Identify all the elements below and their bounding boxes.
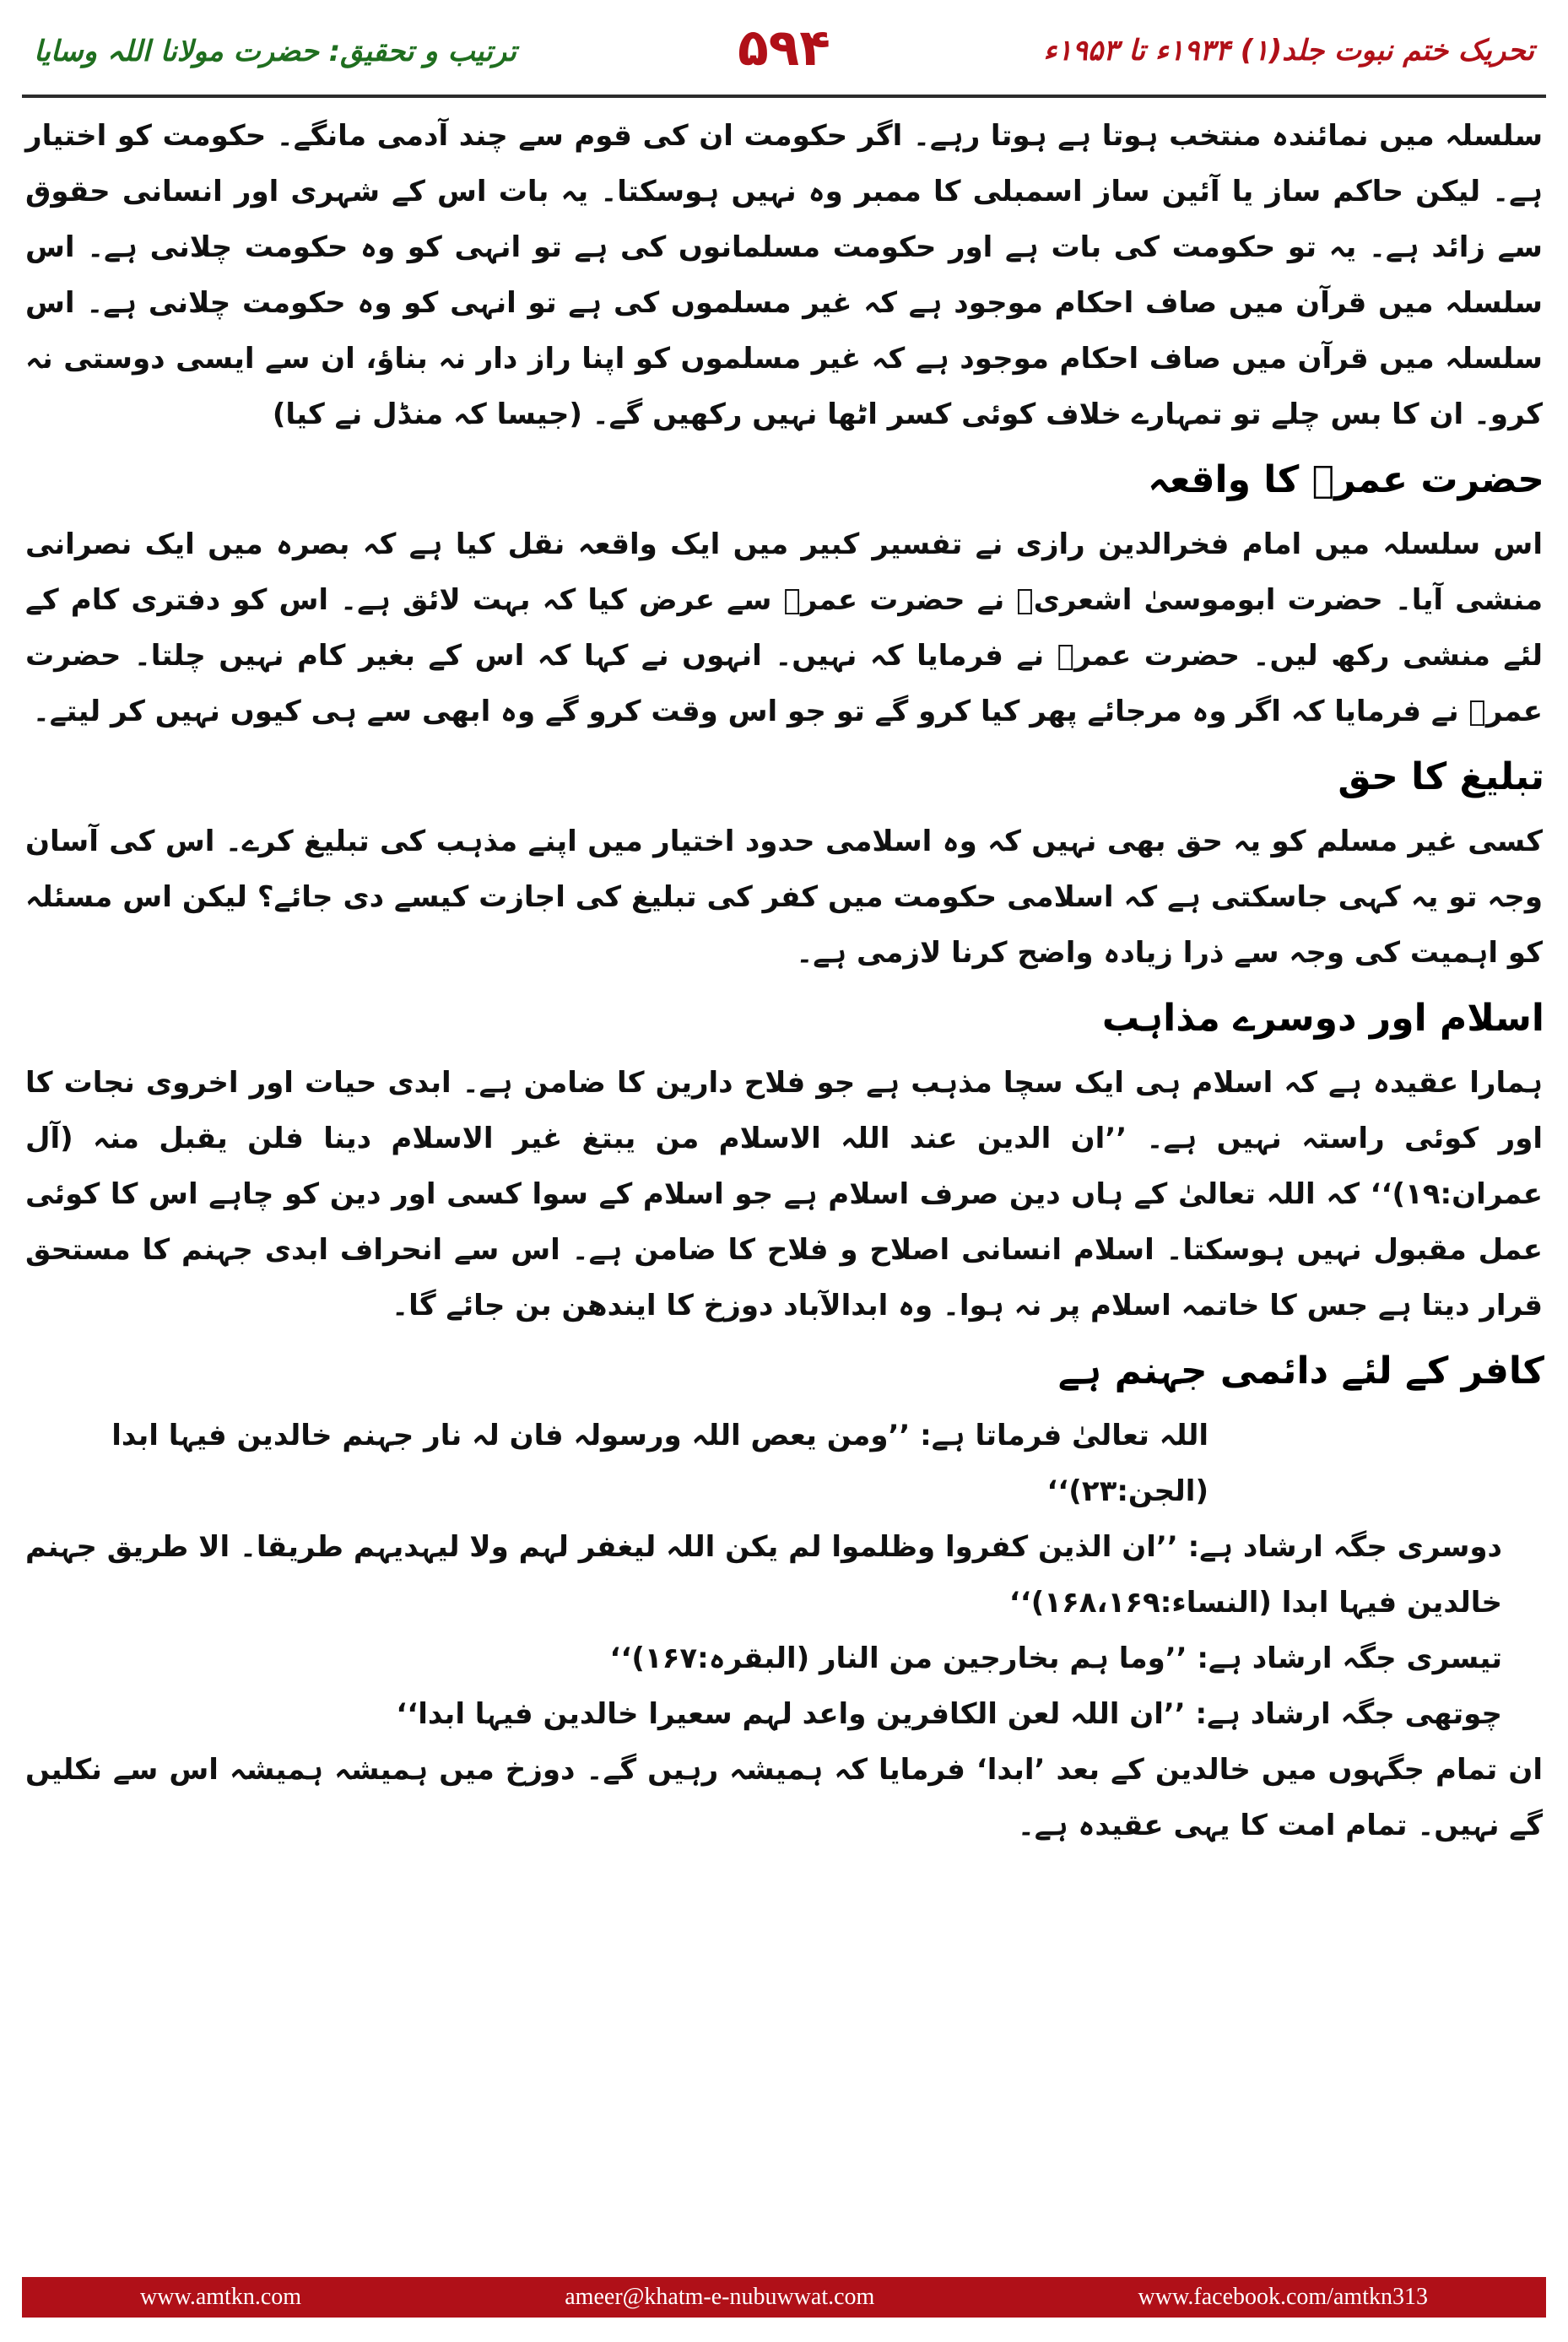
page-footer (22, 2277, 1546, 2318)
paragraph-islam-creed: ہمارا عقیدہ ہے کہ اسلام ہی ایک سچا مذہب ہے جو فلاح دارین کا ضامن ہے۔ ابدی حیات اور اخروی نجات کا اور کوئی راستہ نہیں ہے۔ ’’ان الدین عند اللہ الاسلام من یبتغ غیر الاسلام دینا فلن یقبل منہ (آل عمران:۱۹)‘‘ کہ اللہ تعالیٰ کے ہاں دین صرف اسلام ہے جو اسلام کے سوا کسی اور دین کو چاہے اس کا کوئی عمل مقبول نہیں ہوسکتا۔ اسلام انسانی اصلاح و فلاح کا ضامن ہے۔ اس سے انحراف ابدی جہنم کا مستحق قرار دیتا ہے جس کا خاتمہ اسلام پر نہ ہوا۔ وہ ابدالآباد دوزخ کا ایندھن بن جائے گا۔ (25, 1066, 1543, 1322)
heading-islam-other-religions: اسلام اور دوسرے مذاہب (1101, 997, 1544, 1040)
footer-email-link[interactable]: ameer@khatm-e-nubuwwat.com (565, 2284, 875, 2310)
footer-website-link[interactable]: www.amtkn.com (140, 2284, 302, 2310)
page-body (22, 108, 1546, 2264)
quote-third: تیسری جگہ ارشاد ہے: ’’وما ہم بخارجین من النار (البقرہ:۱۶۷)‘‘ (609, 1642, 1502, 1675)
header-divider (22, 95, 1546, 98)
quote-fourth: چوتھی جگہ ارشاد ہے: ’’ان اللہ لعن الکافرین واعد لہم سعیرا خالدین فیہا ابدا‘‘ (396, 1697, 1502, 1731)
paragraph-assembly: سلسلہ میں نمائندہ منتخب ہوتا ہے ہوتا رہے۔ اگر حکومت ان کی قوم سے چند آدمی مانگے۔ حکومت کو اختیار ہے۔ لیکن حاکم ساز یا آئین ساز اسمبلی کا ممبر وہ نہیں ہوسکتا۔ یہ بات اس کے شہری اور انسانی حقوق سے زائد ہے۔ یہ تو حکومت کی بات ہے اور حکومت مسلمانوں کی ہے تو انہی کو وہ حکومت چلانی ہے۔ اس سلسلہ میں قرآن میں صاف احکام موجود ہے کہ غیر مسلموں کی ہے تو انہی کو وہ حکومت چلانی ہے۔ اس سلسلہ میں قرآن میں صاف احکام موجود ہے کہ غیر مسلموں کو اپنا راز دار نہ بناؤ، ان سے ایسی دوستی نہ کرو۔ ان کا بس چلے تو تمہارے خلاف کوئی کسر اٹھا نہیں رکھیں گے۔ (جیسا کہ منڈل نے کیا) (25, 119, 1543, 431)
paragraph-umar-incident: اس سلسلہ میں امام فخرالدین رازی نے تفسیر کبیر میں ایک واقعہ نقل کیا ہے کہ بصرہ میں ایک نصرانی منشی آیا۔ حضرت ابوموسیٰ اشعریؓ نے حضرت عمرؓ سے عرض کیا کہ بہت لائق ہے۔ اس کو دفتری کام کے لئے منشی رکھ لیں۔ حضرت عمرؓ نے فرمایا کہ نہیں۔ انہوں نے کہا کہ اس کے بغیر کام نہیں چلتا۔ حضرت عمرؓ نے فرمایا کہ اگر وہ مرجائے پھر کیا کرو گے تو جو اس وقت کرو گے وہ ابھی سے ہی کیوں نہیں کر لیتے۔ (25, 527, 1543, 728)
quote-first: اللہ تعالیٰ فرماتا ہے: ’’ومن یعص اللہ ورسولہ فان لہ نار جہنم خالدین فیہا ابدا (الجن:۲۳)‘‘ (111, 1419, 1208, 1508)
header-compiler-credit: ترتیب و تحقیق: حضرت مولانا اللہ وسایا (34, 35, 516, 68)
paragraph-conclusion: ان تمام جگہوں میں خالدین کے بعد ’ابدا‘ فرمایا کہ ہمیشہ رہیں گے۔ دوزخ میں ہمیشہ ہمیشہ اس سے نکلیں گے نہیں۔ تمام امت کا یہی عقیدہ ہے۔ (25, 1753, 1543, 1842)
heading-right-to-preach: تبلیغ کا حق (1338, 755, 1544, 798)
header-book-title: تحریک ختم نبوت جلد(۱) ۱۹۳۴ء تا ۱۹۵۳ء (1043, 34, 1534, 68)
heading-hazrat-umar: حضرت عمرؓ کا واقعہ (1148, 458, 1544, 501)
footer-facebook-link[interactable]: www.facebook.com/amtkn313 (1138, 2284, 1428, 2310)
page-header (0, 0, 1568, 100)
paragraph-preaching: کسی غیر مسلم کو یہ حق بھی نہیں کہ وہ اسلامی حدود اختیار میں اپنے مذہب کی تبلیغ کرے۔ اس کی آسان وجہ تو یہ کہی جاسکتی ہے کہ اسلامی حکومت میں کفر کی تبلیغ کی اجازت کیسے دی جائے؟ لیکن اس مسئلہ کو اہمیت کی وجہ سے ذرا زیادہ واضح کرنا لازمی ہے۔ (25, 825, 1543, 970)
heading-eternal-hell: کافر کے لئے دائمی جہنم ہے (1057, 1349, 1544, 1393)
quote-second: دوسری جگہ ارشاد ہے: ’’ان الذین کفروا وظلموا لم یکن اللہ لیغفر لہم ولا لیہدیہم طریقا۔ الا طریق جہنم خالدین فیہا ابدا (النساء:۱۶۸،۱۶۹)‘‘ (24, 1530, 1502, 1620)
page-number: ۵۹۴ (738, 19, 830, 78)
